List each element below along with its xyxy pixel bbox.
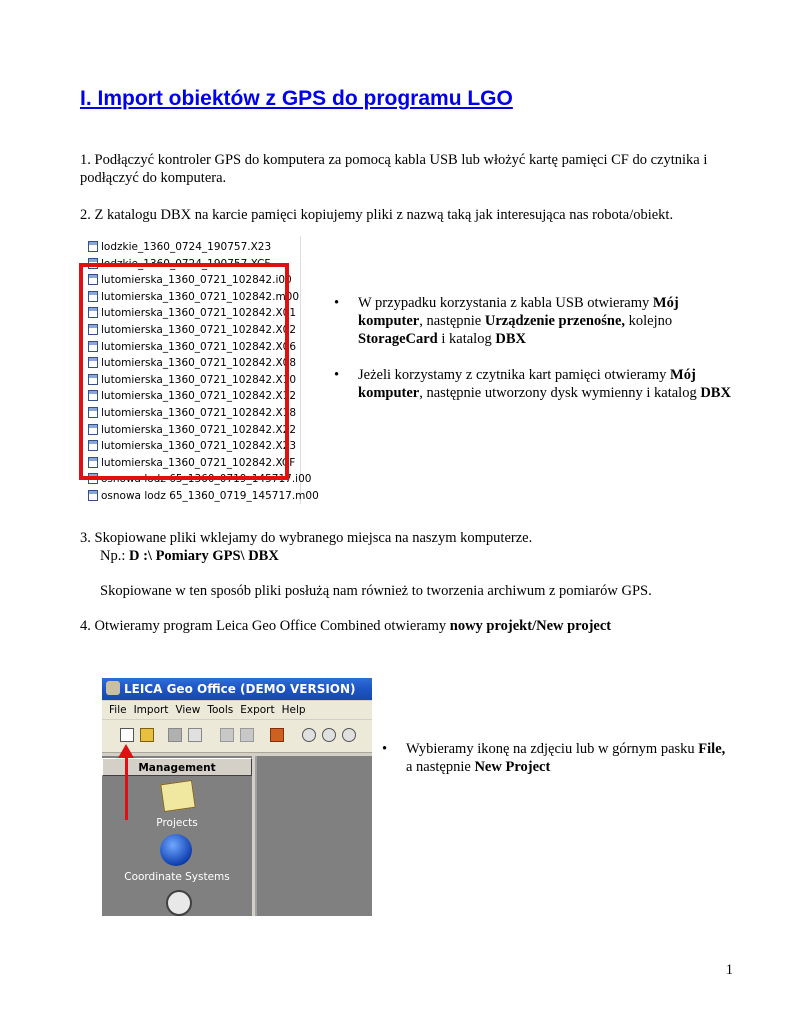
zoom-in-icon[interactable] <box>302 728 316 742</box>
file-icon <box>88 490 98 501</box>
zoom-icon[interactable] <box>342 728 356 742</box>
bullet-dot: • <box>334 295 340 311</box>
text: i katalog <box>437 331 496 347</box>
workspace-pane <box>255 756 372 916</box>
step-3: 3. Skopiowane pliki wklejamy do wybranego miejsca na naszym komputerze. <box>80 530 533 546</box>
file-list-item[interactable] <box>88 488 319 505</box>
panel-header: Management <box>102 758 252 776</box>
step-4 <box>80 617 730 635</box>
new-document-icon[interactable] <box>120 728 134 742</box>
bold-text: Mój komputer <box>358 367 696 401</box>
text: 4. Otwieramy program Leica Geo Office Combined otwieramy <box>80 618 450 634</box>
toolbar <box>102 720 372 753</box>
page-title: I. Import obiektów z GPS do programu LGO <box>80 87 513 110</box>
file-name: lutomierska_1360_0721_102842.X01 <box>101 307 297 320</box>
example-label: Np.: <box>100 548 129 564</box>
file-name: lutomierska_1360_0721_102842.X18 <box>101 407 297 419</box>
file-name: osnowa lodz 65_1360_0719_145717.m00 <box>101 490 319 502</box>
bold-text: DBX <box>700 385 731 401</box>
print-preview-icon[interactable] <box>188 728 202 742</box>
text: Wybieramy ikonę na zdjęciu lub w górnym pasku <box>406 741 699 757</box>
antenna-icon <box>166 890 192 916</box>
zoom-out-icon[interactable] <box>322 728 336 742</box>
file-name: lutomierska_1360_0721_102842.X10 <box>101 373 297 386</box>
window-titlebar <box>102 678 372 700</box>
sidebar-item-projects[interactable]: Projects <box>156 817 198 829</box>
page-number: 1 <box>725 962 733 978</box>
bullet-dot: • <box>334 367 340 383</box>
bullet-new-project <box>384 740 734 776</box>
strike-line <box>100 264 270 266</box>
open-folder-icon[interactable] <box>140 728 154 742</box>
file-name: lutomierska_1360_0721_102842.X22 <box>101 423 297 436</box>
globe-icon[interactable] <box>160 834 192 866</box>
file-name: lutomierska_1360_0721_102842.XCF <box>101 456 296 469</box>
import-icon[interactable] <box>270 728 284 742</box>
file-name: lutomierska_1360_0721_102842.X06 <box>101 340 297 353</box>
projects-icon[interactable] <box>160 780 196 812</box>
bold-text: StorageCard <box>358 331 438 347</box>
text: , następnie utworzony dysk wymienny i katalog <box>419 385 701 401</box>
leica-app-icon <box>106 681 120 695</box>
bullet-usb <box>336 294 731 348</box>
file-name: lutomierska_1360_0721_102842.X08 <box>101 357 297 370</box>
file-name: lutomierska_1360_0721_102842.X12 <box>101 390 297 403</box>
menu-help[interactable]: Help <box>281 704 306 716</box>
file-icon <box>88 241 98 252</box>
menu-bar <box>102 701 372 719</box>
file-name: lutomierska_1360_0721_102842.m00 <box>101 290 300 303</box>
example-path: D :\ Pomiary GPS\ DBX <box>129 548 279 564</box>
step-1: 1. Podłączyć kontroler GPS do komputera za pomocą kabla USB lub włożyć kartę pamięci CF do czytnika i podłączyć do komputera. <box>80 152 708 186</box>
file-list-item[interactable] <box>88 239 271 256</box>
file-name: osnowa lodz 65_1360_0719_145717.i00 <box>101 473 312 486</box>
highlight-box <box>79 263 289 480</box>
bold-text: Urządzenie przenośne, <box>484 313 626 329</box>
red-arrow-head <box>118 744 134 758</box>
bullet-card-reader <box>336 366 731 402</box>
copy-icon[interactable] <box>220 728 234 742</box>
step-3-note: Skopiowane w ten sposób pliki posłużą nam również to tworzenia archiwum z pomiarów GPS. <box>100 583 652 599</box>
text: W przypadku korzystania z kabla USB otwieramy <box>358 295 653 311</box>
menu-file[interactable]: File <box>109 704 127 716</box>
file-name: lodzkie_1360_0724_190757.X23 <box>101 241 272 253</box>
bold-text: Mój komputer <box>358 295 679 329</box>
bold-text: File, <box>698 741 726 757</box>
text: a następnie <box>406 759 475 775</box>
sidebar-item-coordinate-systems[interactable]: Coordinate Systems <box>124 871 230 883</box>
menu-export[interactable]: Export <box>240 704 275 716</box>
file-name: lutomierska_1360_0721_102842.X23 <box>101 440 297 453</box>
bold-text: DBX <box>495 331 526 347</box>
bold-text: New Project <box>474 759 551 775</box>
menu-tools[interactable]: Tools <box>207 704 234 716</box>
text: , następnie <box>419 313 485 329</box>
print-icon[interactable] <box>168 728 182 742</box>
file-name: lutomierska_1360_0721_102842.X02 <box>101 324 297 336</box>
text: kolejno <box>625 313 673 329</box>
paste-icon[interactable] <box>240 728 254 742</box>
lgo-screenshot <box>102 678 372 916</box>
step-2: 2. Z katalogu DBX na karcie pamięci kopiujemy pliki z nazwą taką jak interesująca nas robota/obiekt. <box>80 207 674 223</box>
step-3-example <box>100 547 750 565</box>
menu-view[interactable]: View <box>175 704 201 716</box>
bold-text: nowy projekt/New project <box>449 618 612 634</box>
text: Jeżeli korzystamy z czytnika kart pamięci otwieramy <box>358 367 671 383</box>
menu-import[interactable]: Import <box>133 704 169 716</box>
window-title: LEICA Geo Office (DEMO VERSION) <box>124 682 356 696</box>
bullet-dot: • <box>382 741 388 757</box>
red-arrow <box>125 754 128 820</box>
file-name: lutomierska_1360_0721_102842.i00 <box>101 274 292 287</box>
